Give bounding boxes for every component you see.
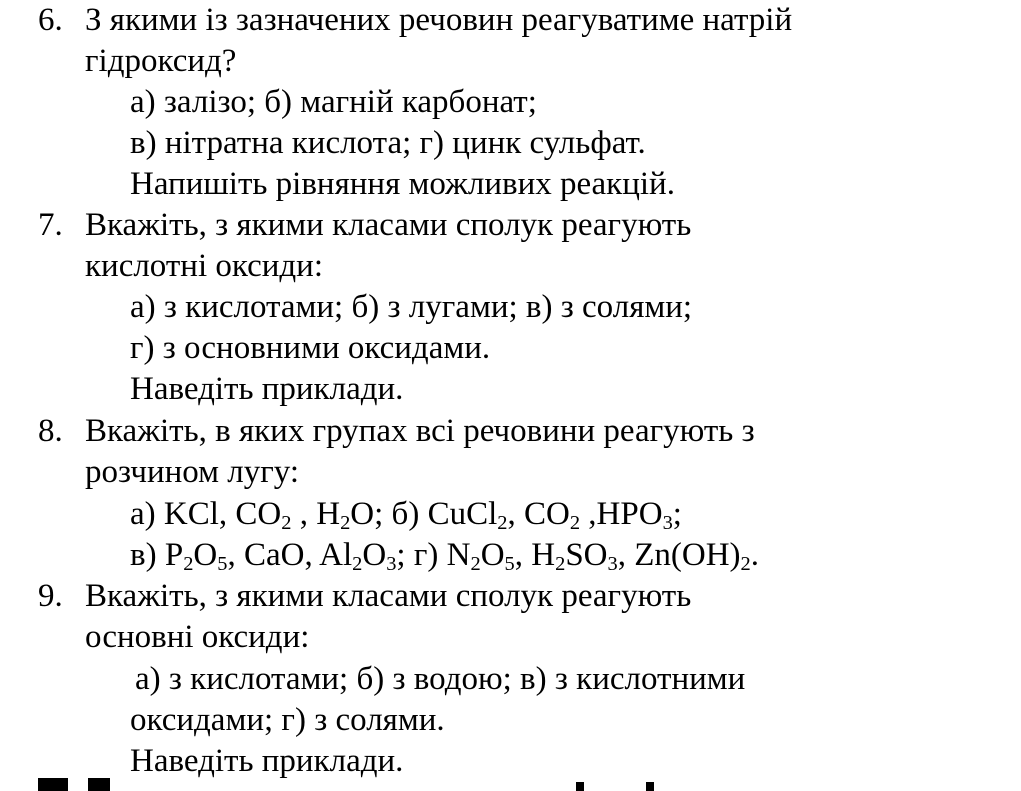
question-7-option-line-1: а) з кислотами; б) з лугами; в) з солями;	[130, 289, 693, 325]
separator: ,	[617, 537, 635, 573]
question-9-text-line-1: Вкажіть, з якими класами сполук реагують	[85, 578, 692, 614]
question-7-text-line-1: Вкажіть, з якими класами сполук реагують	[85, 207, 692, 243]
question-6-option-line-1: а) залізо; б) магній карбонат;	[130, 84, 537, 120]
separator: ,	[514, 537, 532, 573]
formula-cucl2: CuCl$_2$	[427, 496, 508, 535]
cut-off-line-fragment	[88, 778, 110, 791]
question-8-text-line-1: Вкажіть, в яких групах всі речовини реагують з	[85, 413, 755, 449]
question-7-option-line-2: г) з основними оксидами.	[130, 330, 491, 366]
line-end: ;	[672, 496, 682, 532]
cut-off-line-fragment	[38, 778, 68, 791]
separator: ,	[507, 496, 524, 532]
question-6-instruction: Напишіть рівняння можливих реакцій.	[130, 166, 675, 202]
question-8-text-line-2: розчином лугу:	[85, 454, 300, 490]
question-8-option-v-line	[130, 535, 759, 575]
question-9-text-line-2: основні оксиди:	[85, 619, 310, 655]
formula-kcl: KCl,	[163, 496, 236, 532]
question-6-option-line-2: в) нітратна кислота; г) цинк сульфат.	[130, 125, 646, 161]
question-6-number: 6.	[38, 2, 63, 38]
question-9-number: 9.	[38, 578, 63, 614]
question-7-instruction: Наведіть приклади.	[130, 371, 404, 407]
question-9-instruction: Наведіть приклади.	[130, 743, 404, 779]
cut-off-line-fragment	[576, 782, 584, 791]
formula-cao: , CaO,	[227, 537, 320, 573]
opt-a-prefix: а)	[130, 496, 164, 532]
question-7-number: 7.	[38, 207, 63, 243]
formula-co2: $CO_2$	[235, 496, 292, 535]
question-9-option-line-1: а) з кислотами; б) з водою; в) з кислотними	[135, 661, 746, 697]
formula-p2o5: $P_2O_5$	[164, 537, 228, 576]
formula-co2-b: $CO_2$	[523, 496, 581, 535]
cut-off-line-fragment	[646, 782, 654, 791]
question-8-option-a-line	[130, 494, 682, 534]
formula-n2o5: $N_2O_5$	[446, 537, 515, 576]
question-6-text-line-2: гідроксид?	[85, 43, 237, 79]
question-9-option-line-2: оксидами; г) з солями.	[130, 702, 445, 738]
formula-h2o: $H_2O$;	[316, 496, 392, 535]
question-8-number: 8.	[38, 413, 63, 449]
opt-g-prefix: ; г)	[396, 537, 447, 573]
separator: ,	[291, 496, 317, 532]
formula-zn-oh-2: $Zn(OH)_2$	[634, 537, 751, 576]
formula-al2o3: $Al_2O_3$	[319, 537, 397, 576]
formula-h2so3: $H_2SO_3$	[531, 537, 618, 576]
opt-b-prefix: б)	[391, 496, 428, 532]
formula-hpo3: $,HPO_3$	[580, 496, 673, 535]
opt-v-prefix: в)	[130, 537, 165, 573]
question-6-text-line-1: З якими із зазначених речовин реагуватиме натрій	[85, 2, 793, 38]
question-7-text-line-2: кислотні оксиди:	[85, 248, 324, 284]
line-end: .	[750, 537, 759, 573]
